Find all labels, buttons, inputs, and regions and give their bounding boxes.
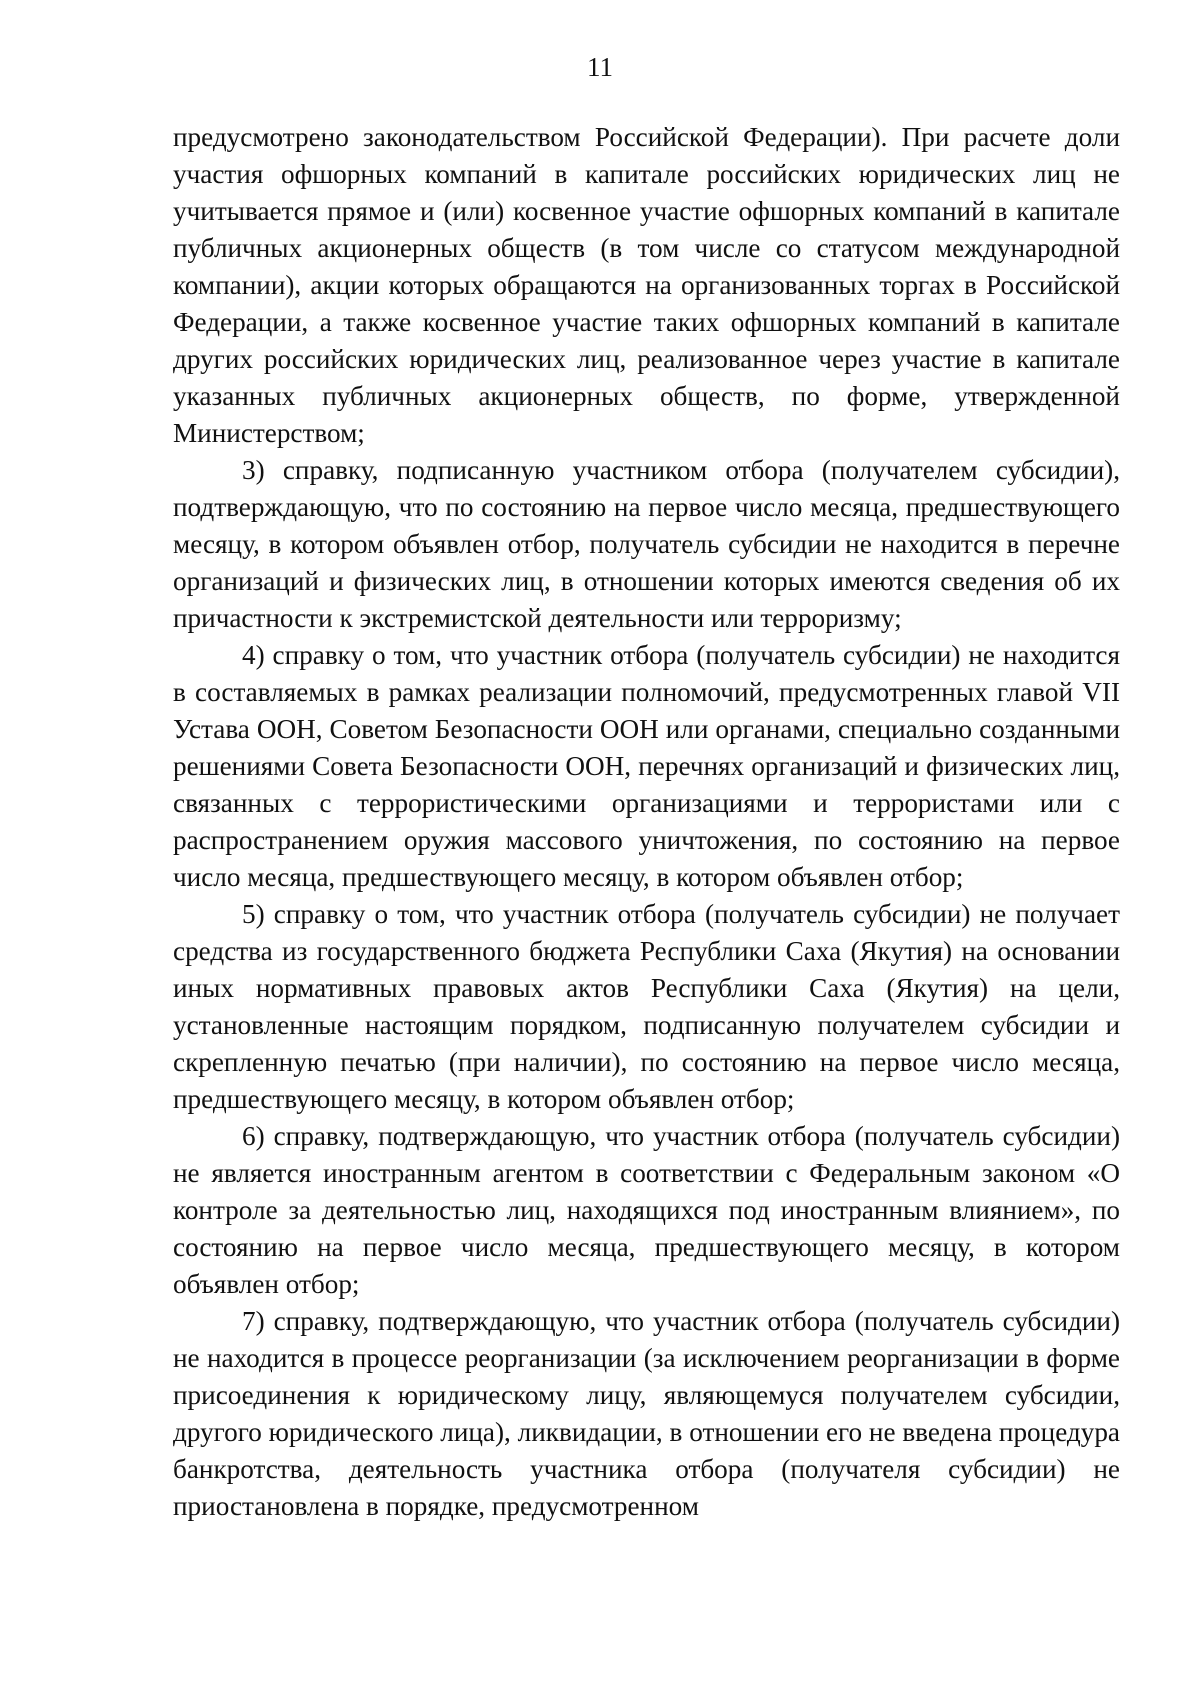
paragraph-item-6: 6) справку, подтверждающую, что участник отбора (получатель субсидии) не является иностранным агентом в соответствии с Федеральным законом «О контроле за деятельностью лиц, находящихся под иностранным влиянием», по состоянию на первое число месяца, предшествующего месяцу, в котором объявлен отбор; [173,1121,1120,1299]
paragraph-item-5: 5) справку о том, что участник отбора (получатель субсидии) не получает средства из государственного бюджета Республики Саха (Якутия) на основании иных нормативных правовых актов Республики Саха (Якутия) на цели, установленные настоящим порядком, подписанную получателем субсидии и скрепленную печатью (при наличии), по состоянию на первое число месяца, предшествующего месяцу, в котором объявлен отбор; [173,899,1120,1114]
paragraph-continuation: предусмотрено законодательством Российской Федерации). При расчете доли участия офшорных компаний в капитале российских юридических лиц не учитывается прямое и (или) косвенное участие офшорных компаний в капитале публичных акционерных обществ (в том числе со статусом международной компании), акции которых обращаются на организованных торгах в Российской Федерации, а также косвенное участие таких офшорных компаний в капитале других российских юридических лиц, реализованное через участие в капитале указанных публичных акционерных обществ, по форме, утвержденной Министерством; [173,122,1120,448]
paragraph-item-4: 4) справку о том, что участник отбора (получатель субсидии) не находится в составляемых в рамках реализации полномочий, предусмотренных главой VII Устава ООН, Советом Безопасности ООН или органами, специально созданными решениями Совета Безопасности ООН, перечнях организаций и физических лиц, связанных с террористическими организациями и террористами или с распространением оружия массового уничтожения, по состоянию на первое число месяца, предшествующего месяцу, в котором объявлен отбор; [173,640,1120,892]
paragraph-item-3: 3) справку, подписанную участником отбора (получателем субсидии), подтверждающую, что по состоянию на первое число месяца, предшествующего месяцу, в котором объявлен отбор, получатель субсидии не находится в перечне организаций и физических лиц, в отношении которых имеются сведения об их причастности к экстремистской деятельности или терроризму; [173,455,1120,633]
document-body [173,119,1120,1525]
page-number: 11 [587,52,613,82]
paragraph-item-7: 7) справку, подтверждающую, что участник отбора (получатель субсидии) не находится в процессе реорганизации (за исключением реорганизации в форме присоединения к юридическому лицу, являющемуся получателем субсидии, другого юридического лица), ликвидации, в отношении его не введена процедура банкротства, деятельность участника отбора (получателя субсидии) не приостановлена в порядке, предусмотренном [173,1306,1120,1521]
